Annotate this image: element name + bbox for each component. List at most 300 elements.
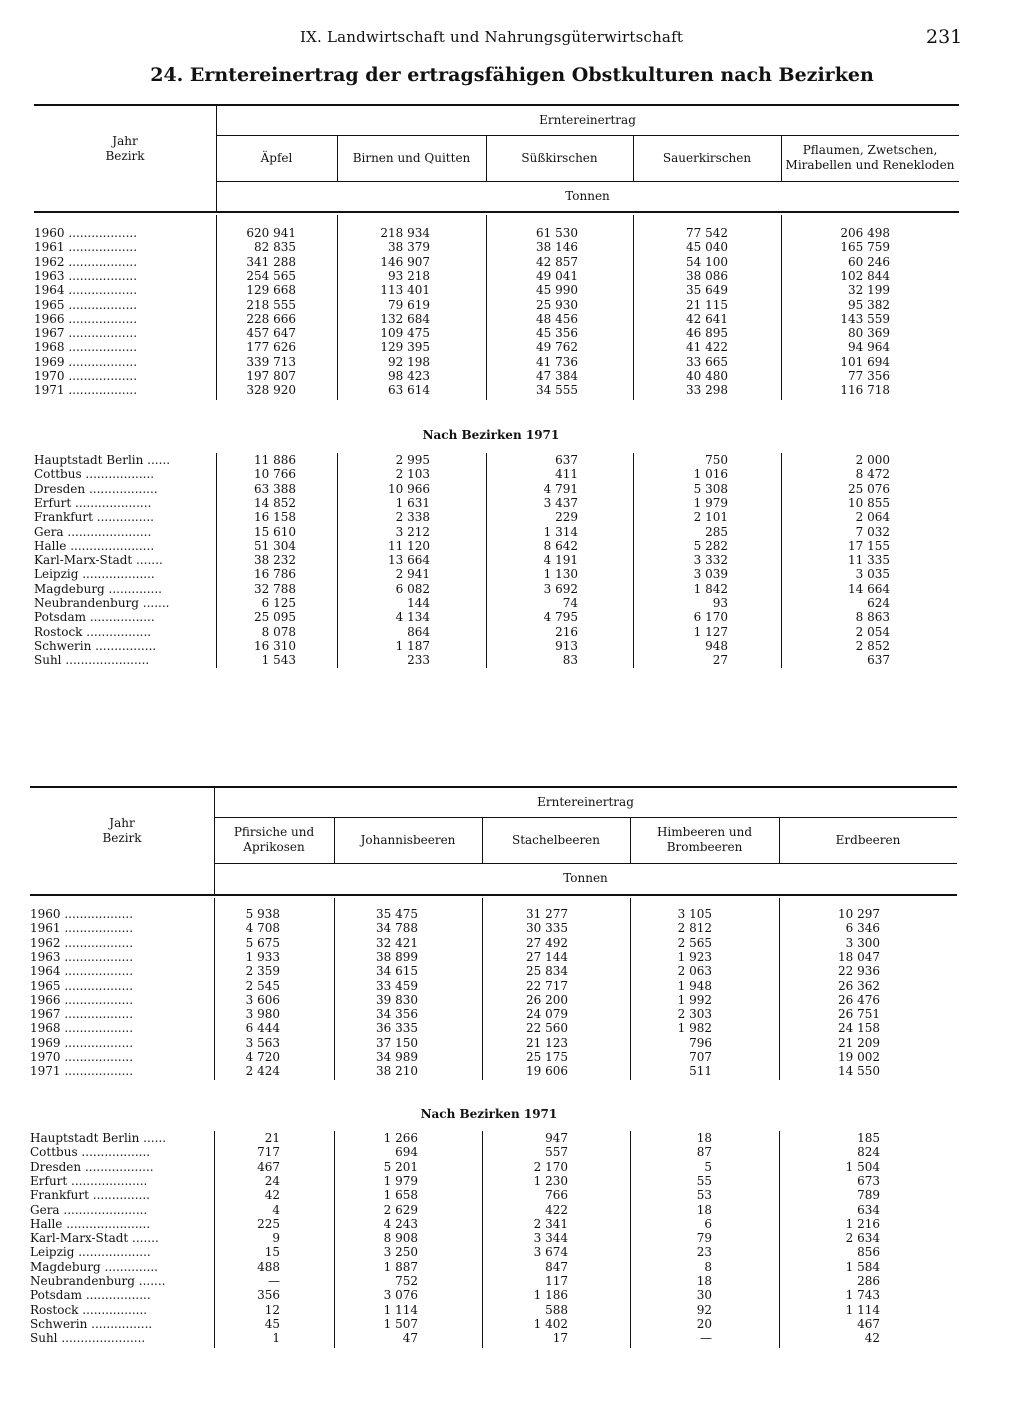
row-label: Potsdam ................. <box>34 610 155 625</box>
table-cell: 10 855 <box>848 495 890 510</box>
table-cell: 285 <box>705 524 728 539</box>
table-cell: 3 105 <box>677 907 712 921</box>
table-cell: 34 989 <box>376 1050 418 1064</box>
table-cell: 32 199 <box>848 283 890 298</box>
column-header: Pfirsiche und Aprikosen <box>233 825 315 854</box>
table-cell: 1 982 <box>677 1021 712 1036</box>
row-label: Cottbus .................. <box>30 1145 151 1160</box>
table-cell: 1 507 <box>383 1316 418 1331</box>
column-header: Johannisbeeren <box>360 832 456 847</box>
table-cell: 83 <box>562 653 578 668</box>
row-label: 1965 .................. <box>30 978 134 993</box>
table-cell: 4 191 <box>543 553 578 568</box>
table-cell: 8 078 <box>261 624 296 639</box>
table-cell: — <box>700 1331 712 1346</box>
table-cell: 60 246 <box>848 254 890 269</box>
table-cell: 2 063 <box>677 964 712 979</box>
table-cell: 34 788 <box>376 921 418 936</box>
table-cell: 673 <box>857 1173 880 1188</box>
table-cell: 3 332 <box>693 553 728 568</box>
page-number: 231 <box>926 26 963 48</box>
table-cell: 3 212 <box>395 524 430 539</box>
table-cell: 33 298 <box>686 383 728 398</box>
table-cell: 19 002 <box>838 1050 880 1064</box>
unit-header: Tonnen <box>565 189 610 203</box>
column-header: Himbeeren und Brombeeren <box>656 825 753 854</box>
row-label: Erfurt .................... <box>30 1173 148 1188</box>
table-cell: 1 314 <box>543 524 578 539</box>
table-cell: 694 <box>395 1145 418 1160</box>
table-cell: 3 563 <box>245 1035 280 1050</box>
table-cell: 165 759 <box>840 240 890 255</box>
table-cell: 13 664 <box>388 553 430 568</box>
row-label: 1961 .................. <box>34 240 138 255</box>
table-cell: 45 990 <box>536 283 578 298</box>
table-cell: 39 830 <box>376 992 418 1007</box>
group-rule <box>214 817 957 818</box>
table-cell: 6 <box>704 1216 712 1231</box>
table-cell: 2 424 <box>245 1064 280 1079</box>
row-label: 1970 .................. <box>30 1050 134 1064</box>
table-cell: 35 649 <box>686 283 728 298</box>
table-cell: 15 610 <box>254 524 296 539</box>
table-cell: 1 923 <box>677 949 712 964</box>
row-label: Magdeburg .............. <box>30 1259 158 1274</box>
row-label: 1967 .................. <box>30 1007 134 1022</box>
row-label: Karl-Marx-Stadt ....... <box>30 1231 159 1246</box>
table-cell: 3 606 <box>245 992 280 1007</box>
table-cell: 77 356 <box>848 369 890 383</box>
column-header: Sauerkirschen <box>662 150 752 165</box>
table-cell: 2 995 <box>395 453 430 467</box>
top-rule <box>34 104 959 106</box>
table-cell: 4 708 <box>245 921 280 936</box>
row-label: Rostock ................. <box>34 624 152 639</box>
table-cell: 21 123 <box>526 1035 568 1050</box>
table-cell: 2 064 <box>855 510 890 525</box>
table-cell: 92 198 <box>388 354 430 369</box>
row-label: Neubrandenburg ....... <box>30 1274 166 1288</box>
header-bottom-rule <box>34 211 959 213</box>
table-cell: 254 565 <box>246 268 296 283</box>
table-cell: 411 <box>555 467 578 482</box>
table-cell: 93 218 <box>388 268 430 283</box>
table-cell: 913 <box>555 638 578 653</box>
table-cell: 30 335 <box>526 921 568 936</box>
table-cell: 20 <box>696 1316 712 1331</box>
table-cell: 1 933 <box>245 949 280 964</box>
table-cell: 26 476 <box>838 992 880 1007</box>
table-cell: 3 035 <box>855 567 890 582</box>
table-cell: 634 <box>857 1202 880 1217</box>
column-header: Pflaumen, Zwetschen, Mirabellen und Renekloden <box>785 143 955 172</box>
table-cell: 14 664 <box>848 581 890 596</box>
table-cell: 228 666 <box>246 311 296 326</box>
table-cell: 6 170 <box>693 610 728 625</box>
table-cell: 1 743 <box>845 1288 880 1303</box>
table-cell: 42 <box>864 1331 880 1346</box>
table-cell: 37 150 <box>376 1035 418 1050</box>
table-cell: 32 421 <box>376 935 418 950</box>
table-cell: 422 <box>545 1202 568 1217</box>
table-cell: 1 979 <box>693 495 728 510</box>
table-cell: 10 966 <box>388 481 430 496</box>
table-cell: 21 209 <box>838 1035 880 1050</box>
table-cell: 113 401 <box>380 283 430 298</box>
table-cell: 17 155 <box>848 538 890 553</box>
table-cell: 218 555 <box>246 297 296 312</box>
table-cell: 5 201 <box>383 1159 418 1174</box>
table-cell: 225 <box>257 1216 280 1231</box>
table-cell: 2 054 <box>855 624 890 639</box>
column-header: Erdbeeren <box>835 832 901 847</box>
table-cell: 87 <box>696 1145 712 1160</box>
row-label: Cottbus .................. <box>34 467 155 482</box>
table-cell: 38 899 <box>376 949 418 964</box>
table-cell: 38 210 <box>376 1064 418 1079</box>
row-label: Suhl ...................... <box>34 653 150 668</box>
table-cell: 1 114 <box>383 1302 418 1317</box>
table-cell: 25 930 <box>536 297 578 312</box>
unit-header: Tonnen <box>563 871 608 885</box>
row-label: Schwerin ................ <box>34 638 157 653</box>
section-subheading: Nach Bezirken 1971 <box>422 428 560 442</box>
table-cell: 15 <box>264 1245 280 1260</box>
table-cell: 5 <box>704 1159 712 1174</box>
table-cell: 79 619 <box>388 297 430 312</box>
table-cell: 21 115 <box>686 297 728 312</box>
column-header: Stachelbeeren <box>511 832 601 847</box>
table-cell: 18 <box>696 1274 712 1288</box>
table-cell: 750 <box>705 453 728 467</box>
table-cell: 2 103 <box>395 467 430 482</box>
table-cell: 339 713 <box>246 354 296 369</box>
table-cell: 49 762 <box>536 340 578 355</box>
table-cell: 10 766 <box>254 467 296 482</box>
table-cell: 766 <box>545 1188 568 1203</box>
table-cell: 36 335 <box>376 1021 418 1036</box>
table-cell: 488 <box>257 1259 280 1274</box>
row-label: 1965 .................. <box>34 297 138 312</box>
table-cell: 17 <box>552 1331 568 1346</box>
table-cell: 6 444 <box>245 1021 280 1036</box>
table-cell: 6 125 <box>261 596 296 610</box>
table-cell: 1 402 <box>533 1316 568 1331</box>
table-cell: 42 641 <box>686 311 728 326</box>
table-cell: 9 <box>272 1231 280 1246</box>
table-cell: 22 936 <box>838 964 880 979</box>
row-label: Karl-Marx-Stadt ....... <box>34 553 163 568</box>
table-cell: 2 812 <box>677 921 712 936</box>
row-label: 1970 .................. <box>34 369 138 383</box>
table-cell: 1 543 <box>261 653 296 668</box>
table-cell: 18 <box>696 1131 712 1145</box>
table-cell: 752 <box>395 1274 418 1288</box>
table-cell: 8 472 <box>855 467 890 482</box>
table-cell: 18 047 <box>838 949 880 964</box>
table-cell: 4 <box>272 1202 280 1217</box>
table-cell: 144 <box>407 596 430 610</box>
table-cell: 1 631 <box>395 495 430 510</box>
table-cell: 856 <box>857 1245 880 1260</box>
table-cell: 206 498 <box>840 226 890 240</box>
table-cell: 25 175 <box>526 1050 568 1064</box>
table-cell: 33 459 <box>376 978 418 993</box>
table-cell: 26 751 <box>838 1007 880 1022</box>
row-label: 1962 .................. <box>34 254 138 269</box>
table-cell: 2 359 <box>245 964 280 979</box>
table-cell: 8 863 <box>855 610 890 625</box>
section-header: IX. Landwirtschaft und Nahrungsgüterwirtschaft <box>300 28 684 46</box>
table-cell: 77 542 <box>686 226 728 240</box>
table-cell: 48 456 <box>536 311 578 326</box>
table-cell: 1 842 <box>693 581 728 596</box>
table-cell: 55 <box>696 1173 712 1188</box>
table-cell: 14 550 <box>838 1064 880 1079</box>
table-cell: 1 504 <box>845 1159 880 1174</box>
table-cell: 27 144 <box>526 949 568 964</box>
table-cell: 80 369 <box>848 326 890 341</box>
table-cell: 129 668 <box>246 283 296 298</box>
row-label: Potsdam ................. <box>30 1288 151 1303</box>
table-cell: 218 934 <box>380 226 430 240</box>
table-cell: 467 <box>857 1316 880 1331</box>
table-cell: 1 584 <box>845 1259 880 1274</box>
row-label: Gera ...................... <box>30 1202 148 1217</box>
table-cell: 93 <box>712 596 728 610</box>
table-cell: 286 <box>857 1274 880 1288</box>
table-cell: 49 041 <box>536 268 578 283</box>
table-cell: 27 <box>712 653 728 668</box>
table-cell: 14 852 <box>254 495 296 510</box>
section-subheading: Nach Bezirken 1971 <box>420 1107 558 1121</box>
table-cell: 38 232 <box>254 553 296 568</box>
table-cell: 24 158 <box>838 1021 880 1036</box>
row-label: Frankfurt ............... <box>34 510 154 525</box>
table-cell: 233 <box>407 653 430 668</box>
table-cell: 3 344 <box>533 1231 568 1246</box>
table-cell: 847 <box>545 1259 568 1274</box>
table-cell: 22 717 <box>526 978 568 993</box>
table-cell: 1 187 <box>395 638 430 653</box>
table-cell: 328 920 <box>246 383 296 398</box>
table-cell: 42 857 <box>536 254 578 269</box>
group-header: Erntereinertrag <box>539 113 636 127</box>
table-cell: 26 200 <box>526 992 568 1007</box>
table-cell: 8 908 <box>383 1231 418 1246</box>
table-cell: 63 614 <box>388 383 430 398</box>
table-cell: 3 980 <box>245 1007 280 1022</box>
table-cell: 27 492 <box>526 935 568 950</box>
column-rule <box>214 863 957 864</box>
table-cell: 34 615 <box>376 964 418 979</box>
column-rule <box>216 181 959 182</box>
stub-header-district: Bezirk <box>102 831 142 845</box>
table-cell: 11 886 <box>254 453 296 467</box>
table-cell: 4 243 <box>383 1216 418 1231</box>
table-cell: 1 266 <box>383 1131 418 1145</box>
table-cell: 467 <box>257 1159 280 1174</box>
table-cell: 92 <box>696 1302 712 1317</box>
table-cell: 637 <box>555 453 578 467</box>
table-title: 24. Erntereinertrag der ertragsfähigen Obstkulturen nach Bezirken <box>150 64 874 86</box>
row-label: Erfurt .................... <box>34 495 152 510</box>
table-cell: 2 101 <box>693 510 728 525</box>
row-label: 1960 .................. <box>30 907 134 921</box>
table-cell: 129 395 <box>380 340 430 355</box>
table-cell: 557 <box>545 1145 568 1160</box>
row-label: Hauptstadt Berlin ...... <box>34 453 171 467</box>
table-cell: 41 422 <box>686 340 728 355</box>
table-cell: 1 130 <box>543 567 578 582</box>
table-cell: 2 338 <box>395 510 430 525</box>
row-label: 1964 .................. <box>34 283 138 298</box>
table-cell: 19 606 <box>526 1064 568 1079</box>
table-cell: 18 <box>696 1202 712 1217</box>
table-cell: 33 665 <box>686 354 728 369</box>
table-cell: 82 835 <box>254 240 296 255</box>
table-cell: 34 555 <box>536 383 578 398</box>
table-cell: 2 629 <box>383 1202 418 1217</box>
table-cell: 229 <box>555 510 578 525</box>
table-cell: 4 795 <box>543 610 578 625</box>
table-cell: 79 <box>696 1231 712 1246</box>
table-cell: 21 <box>264 1131 280 1145</box>
table-cell: 620 941 <box>246 226 296 240</box>
table-cell: 1 186 <box>533 1288 568 1303</box>
table-cell: 824 <box>857 1145 880 1160</box>
table-cell: 38 146 <box>536 240 578 255</box>
stub-header-year: Jahr <box>109 816 135 830</box>
table-cell: 34 356 <box>376 1007 418 1022</box>
table-cell: 26 362 <box>838 978 880 993</box>
table-cell: 2 565 <box>677 935 712 950</box>
table-cell: 25 834 <box>526 964 568 979</box>
table-cell: 116 718 <box>840 383 890 398</box>
table-cell: 30 <box>696 1288 712 1303</box>
row-label: 1966 .................. <box>30 992 134 1007</box>
table-cell: 7 032 <box>855 524 890 539</box>
row-label: 1969 .................. <box>30 1035 134 1050</box>
row-label: 1961 .................. <box>30 921 134 936</box>
top-rule <box>30 786 957 788</box>
table-cell: 4 134 <box>395 610 430 625</box>
table-cell: 1 016 <box>693 467 728 482</box>
table-cell: 1 887 <box>383 1259 418 1274</box>
table-cell: 95 382 <box>848 297 890 312</box>
row-label: Magdeburg .............. <box>34 581 162 596</box>
table-cell: 6 346 <box>845 921 880 936</box>
row-label: Rostock ................. <box>30 1302 148 1317</box>
table-cell: 5 282 <box>693 538 728 553</box>
table-cell: 94 964 <box>848 340 890 355</box>
table-cell: 3 674 <box>533 1245 568 1260</box>
group-header: Erntereinertrag <box>537 795 634 809</box>
table-cell: 3 250 <box>383 1245 418 1260</box>
table-cell: 61 530 <box>536 226 578 240</box>
table-cell: 796 <box>689 1035 712 1050</box>
table-cell: 47 384 <box>536 369 578 383</box>
table-cell: 4 720 <box>245 1050 280 1064</box>
table-cell: 5 675 <box>245 935 280 950</box>
row-label: Dresden .................. <box>34 481 158 496</box>
row-label: 1963 .................. <box>34 268 138 283</box>
table-cell: 5 308 <box>693 481 728 496</box>
row-label: 1971 .................. <box>34 383 138 398</box>
row-label: 1964 .................. <box>30 964 134 979</box>
table-cell: 45 <box>264 1316 280 1331</box>
row-label: Schwerin ................ <box>30 1316 153 1331</box>
table-cell: 717 <box>257 1145 280 1160</box>
table-cell: 11 335 <box>848 553 890 568</box>
row-label: 1963 .................. <box>30 949 134 964</box>
table-cell: 4 791 <box>543 481 578 496</box>
table-cell: 102 844 <box>840 268 890 283</box>
table-cell: 24 079 <box>526 1007 568 1022</box>
table-cell: 22 560 <box>526 1021 568 1036</box>
row-label: Leipzig ................... <box>30 1245 151 1260</box>
table-cell: 1 979 <box>383 1173 418 1188</box>
row-label: 1969 .................. <box>34 354 138 369</box>
table-cell: 74 <box>562 596 578 610</box>
table-cell: 3 076 <box>383 1288 418 1303</box>
column-header: Süßkirschen <box>521 150 598 165</box>
table-cell: 51 304 <box>254 538 296 553</box>
table-cell: 109 475 <box>380 326 430 341</box>
row-label: Halle ...................... <box>30 1216 151 1231</box>
table-cell: 789 <box>857 1188 880 1203</box>
table-cell: 45 040 <box>686 240 728 255</box>
table-cell: 2 170 <box>533 1159 568 1174</box>
table-cell: 23 <box>696 1245 712 1260</box>
table-cell: 32 788 <box>254 581 296 596</box>
table-cell: 588 <box>545 1302 568 1317</box>
table-cell: 1 992 <box>677 992 712 1007</box>
table-cell: 132 684 <box>380 311 430 326</box>
table-cell: 511 <box>689 1064 712 1079</box>
table-cell: 146 907 <box>380 254 430 269</box>
table-cell: 40 480 <box>686 369 728 383</box>
table-cell: 2 941 <box>395 567 430 582</box>
column-header: Äpfel <box>260 150 293 165</box>
table-cell: 356 <box>257 1288 280 1303</box>
table-cell: 47 <box>402 1331 418 1346</box>
table-cell: 2 000 <box>855 453 890 467</box>
table-cell: 2 303 <box>677 1007 712 1022</box>
row-label: 1960 .................. <box>34 226 138 240</box>
table-cell: 8 642 <box>543 538 578 553</box>
table-cell: 707 <box>689 1050 712 1064</box>
table-cell: 6 082 <box>395 581 430 596</box>
table-cell: 31 277 <box>526 907 568 921</box>
row-label: Neubrandenburg ....... <box>34 596 170 610</box>
table-cell: 8 <box>704 1259 712 1274</box>
table-cell: 1 <box>272 1331 280 1346</box>
row-label: Halle ...................... <box>34 538 155 553</box>
table-cell: 197 807 <box>246 369 296 383</box>
row-label: 1971 .................. <box>30 1064 134 1079</box>
table-cell: 864 <box>407 624 430 639</box>
table-cell: 2 634 <box>845 1231 880 1246</box>
table-cell: 341 288 <box>246 254 296 269</box>
table-cell: 3 437 <box>543 495 578 510</box>
table-cell: 5 938 <box>245 907 280 921</box>
table-cell: 10 297 <box>838 907 880 921</box>
table-cell: 46 895 <box>686 326 728 341</box>
table-cell: 101 694 <box>840 354 890 369</box>
row-label: Gera ...................... <box>34 524 152 539</box>
group-rule <box>216 135 959 136</box>
